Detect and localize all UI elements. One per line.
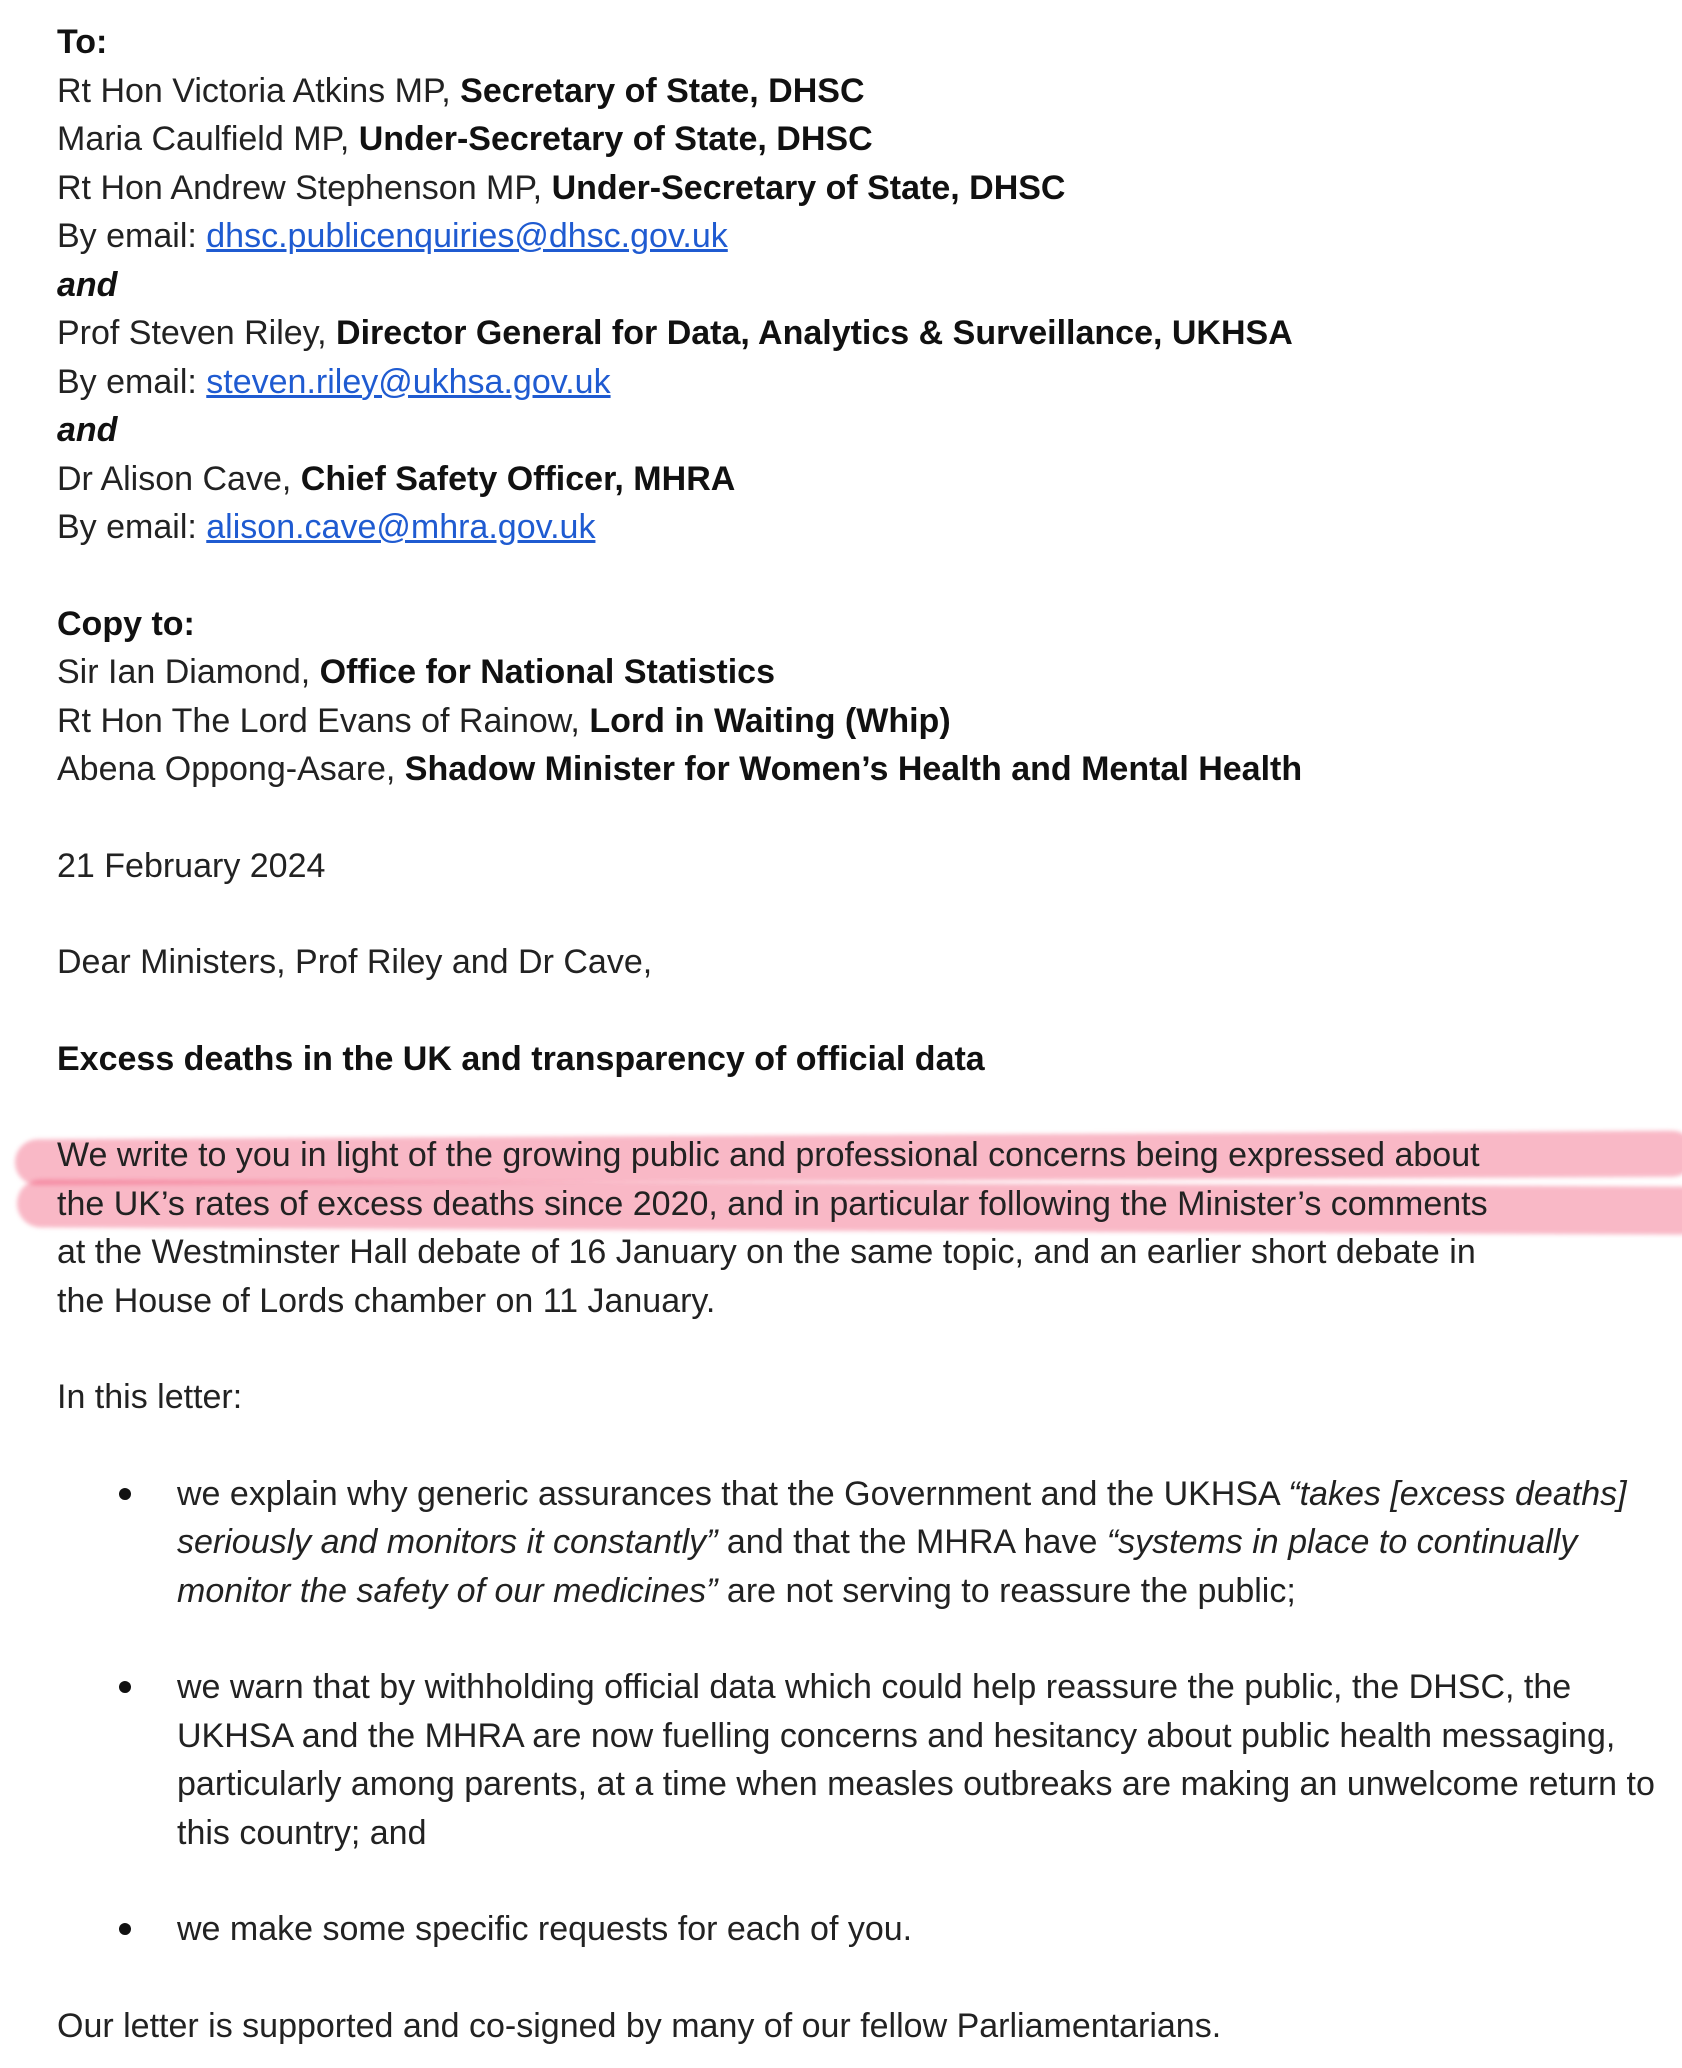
email-line: By email: steven.riley@ukhsa.gov.uk [57, 362, 611, 401]
copy-recipient-line: Abena Oppong-Asare, Shadow Minister for Women’s Health and Mental Health [57, 750, 1303, 788]
bullet-icon [119, 1488, 131, 1500]
recipient-line: Prof Steven Riley, Director General for Data, Analytics & Surveillance, UKHSA [57, 314, 1293, 352]
intro-line: We write to you in light of the growing public and professional concerns being expressed about [57, 1136, 1480, 1174]
salutation: Dear Ministers, Prof Riley and Dr Cave, [57, 943, 653, 981]
and-connector: and [57, 265, 118, 304]
intro-paragraph [57, 1131, 1637, 1325]
letter-date: 21 February 2024 [57, 846, 326, 885]
email-line: By email: alison.cave@mhra.gov.uk [57, 508, 596, 546]
letter [57, 18, 1655, 2050]
letter-subject: Excess deaths in the UK and transparency of official data [57, 1039, 985, 1078]
intro-line: the House of Lords chamber on 11 January. [57, 1281, 716, 1320]
copy-recipient-line: Sir Ian Diamond, Office for National Statistics [57, 653, 775, 691]
recipient-line: Maria Caulfield MP, Under-Secretary of State, DHSC [57, 120, 873, 158]
intro-line: at the Westminster Hall debate of 16 January on the same topic, and an earlier short debate in [57, 1233, 1476, 1271]
email-link-dhsc[interactable]: dhsc.publicenquiries@dhsc.gov.uk [206, 217, 728, 255]
to-label: To: [57, 23, 108, 61]
copy-recipient-line: Rt Hon The Lord Evans of Rainow, Lord in Waiting (Whip) [57, 701, 951, 740]
recipient-line: Rt Hon Andrew Stephenson MP, Under-Secretary of State, DHSC [57, 168, 1066, 207]
email-line: By email: dhsc.publicenquiries@dhsc.gov.uk [57, 217, 728, 255]
bullet-list [57, 1470, 1655, 1954]
bullet-icon [119, 1681, 131, 1693]
recipient-line: Rt Hon Victoria Atkins MP, Secretary of State, DHSC [57, 71, 865, 110]
in-this-letter-label: In this letter: [57, 1378, 243, 1416]
list-item: we explain why generic assurances that the Government and the UKHSA “takes [excess deaths] seriously and monitors it constantly” and that the MHRA have “systems in place to continually monitor the safety of our medicines” are not serving to reassure the public; [57, 1470, 1677, 1616]
intro-line: the UK’s rates of excess deaths since 2020, and in particular following the Minister’s comments [57, 1184, 1488, 1223]
email-link-ukhsa[interactable]: steven.riley@ukhsa.gov.uk [206, 362, 611, 401]
recipient-line: Dr Alison Cave, Chief Safety Officer, MHRA [57, 459, 736, 498]
bullet-icon [119, 1923, 131, 1935]
email-link-mhra[interactable]: alison.cave@mhra.gov.uk [206, 508, 596, 546]
list-item: we warn that by withholding official data which could help reassure the public, the DHSC, the UKHSA and the MHRA are now fuelling concerns and hesitancy about public health messaging, particularly among parents, at a time when measles outbreaks are making an unwelcome return to this country; and [57, 1663, 1677, 1857]
and-connector: and [57, 411, 118, 449]
closing-sentence: Our letter is supported and co-signed by many of our fellow Parliamentarians. [57, 2006, 1222, 2045]
copy-to-label: Copy to: [57, 604, 195, 643]
list-item: we make some specific requests for each of you. [57, 1905, 1677, 1954]
